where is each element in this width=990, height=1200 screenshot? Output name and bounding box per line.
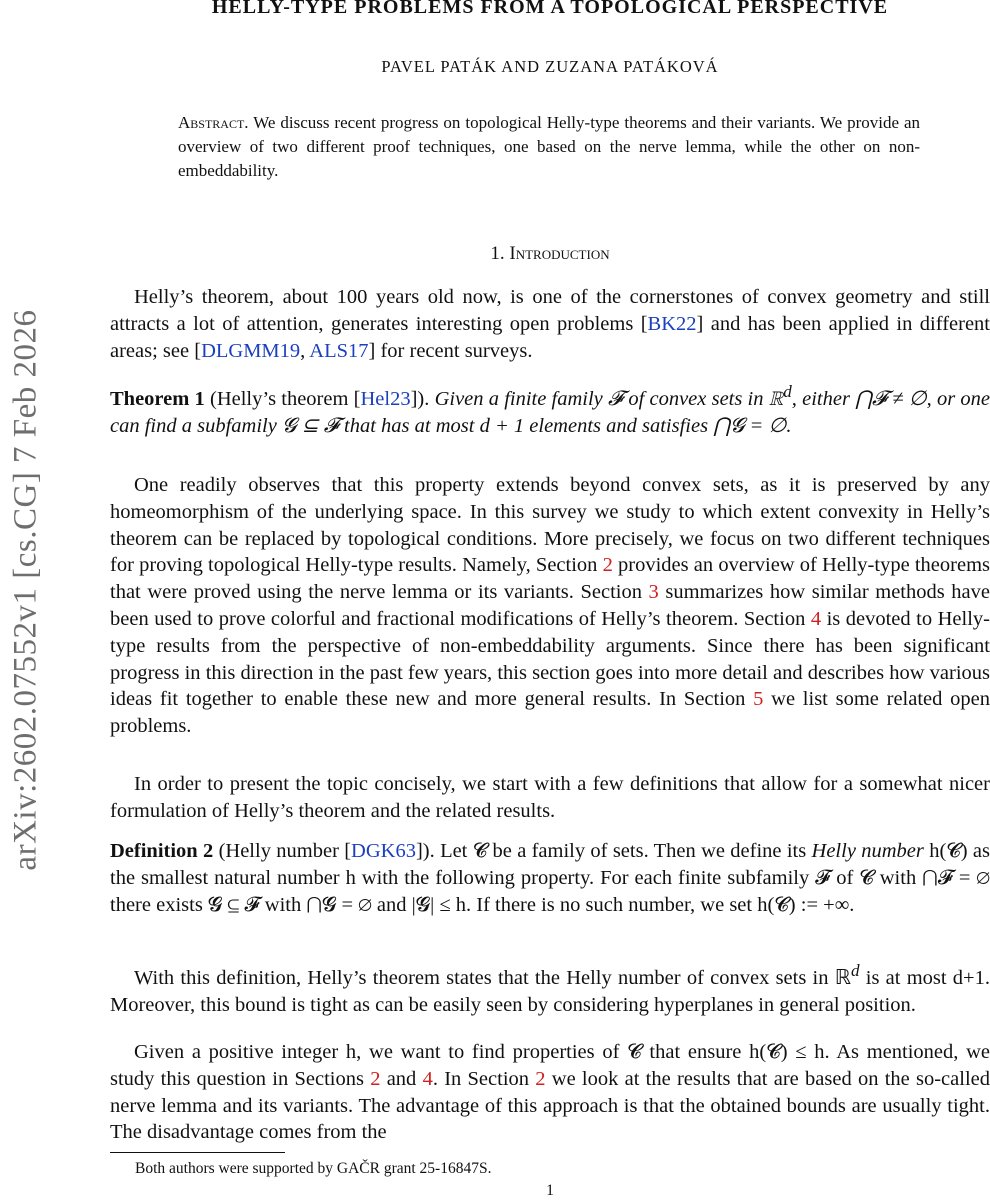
definitions-paragraph: In order to present the topic concisely, we start with a few definitions that allow for a somewhat nicer formulation of Helly’s theorem and the related results.	[110, 773, 990, 822]
citation-link[interactable]: BK22	[647, 312, 697, 335]
abstract-text: We discuss recent progress on topological Helly-type theorems and their variants. We provide an overview of two different proof techniques, one based on the nerve lemma, while the other on non-embeddability.	[178, 113, 920, 180]
definition-2	[110, 838, 990, 918]
citation-link[interactable]: DGK63	[351, 840, 416, 862]
section-link[interactable]: 2	[535, 1067, 546, 1090]
text: (Helly’s theorem [	[204, 387, 361, 410]
abstract-label: Abstract.	[178, 113, 249, 132]
citation-link[interactable]: Hel23	[360, 387, 411, 410]
citation-link[interactable]: DLGMM19	[201, 339, 301, 362]
text: is devoted to Helly-type results from the perspective of non-embeddability arguments. Since there has been significant progress in this direction in the past few years, this section goes into more detail and describes how various ideas fit together to enable these new and more general results. In Section	[110, 607, 990, 711]
arxiv-watermark	[6, 250, 46, 930]
text: and	[380, 1067, 423, 1090]
text: ]). Let 𝓒 be a family of sets. Then we define its	[415, 840, 812, 862]
section-link[interactable]: 4	[422, 1067, 433, 1090]
section-link[interactable]: 3	[648, 581, 659, 604]
text: With this definition, Helly’s theorem states that the Helly number of convex sets in ℝ	[134, 966, 851, 989]
overview-paragraph	[110, 472, 990, 740]
text: h(𝓒) as the smallest natural number h with the following property. For each finite subfamily 𝓕 of 𝓒 with ⋂𝓕 = ∅ there exists 𝓖 ⊆ 𝓕 with ⋂𝓖 = ∅ and |𝓖| ≤ h. If there is no such number, we set h(𝓒) := +∞.	[110, 840, 990, 916]
text: we look at the results that are based on the so-called nerve lemma and its variants. The advantage of this approach is that the obtained bounds are usually tight. The disadvantage comes from the	[110, 1067, 990, 1144]
theorem-statement: , either ⋂𝓕 ≠ ∅, or one can find a subfamily 𝓖 ⊆ 𝓕 that has at most d + 1 elements and satisfies ⋂𝓖 = ∅.	[110, 387, 990, 437]
text: One readily observes that this property extends beyond convex sets, as it is preserved by any homeomorphism of the underlying space. In this survey we study to which extent convexity in Helly’s theorem can be replaced by topological conditions. More precisely, we focus on two different techniques for proving topological Helly-type results. Namely, Section	[110, 474, 990, 577]
superscript: d	[783, 382, 792, 401]
text: Helly’s theorem, about 100 years old now, is one of the cornerstones of convex geometry and still attracts a lot of attention, generates interesting open problems [	[110, 286, 990, 335]
theorem-label: Theorem 1	[110, 387, 205, 410]
emphasis: Helly number	[811, 840, 924, 862]
section-link[interactable]: 2	[370, 1067, 381, 1090]
text: ] for recent surveys.	[368, 339, 533, 362]
helly-number-paragraph	[110, 958, 990, 1018]
section-link[interactable]: 4	[810, 607, 822, 630]
paper-authors: PAVEL PATÁK AND ZUZANA PATÁKOVÁ	[381, 57, 719, 76]
section-heading	[110, 243, 990, 265]
arxiv-id: arXiv:2602.07552v1 [cs.CG] 7 Feb 2026	[7, 309, 44, 871]
citation-link[interactable]: ALS17	[309, 339, 369, 362]
paper-title: HELLY-TYPE PROBLEMS FROM A TOPOLOGICAL PERSPECTIVE	[211, 0, 889, 18]
text: Given a positive integer h, we want to find properties of 𝓒 that ensure h(𝓒) ≤ h. As mentioned, we study this question in Sections	[110, 1041, 990, 1090]
abstract	[178, 111, 920, 183]
text: summarizes how similar methods have been used to prove colorful and fractional modifications of Helly’s theorem. Section	[110, 581, 990, 630]
definition-label: Definition 2	[110, 840, 214, 862]
section-link[interactable]: 2	[602, 554, 613, 577]
intro-paragraph	[110, 284, 990, 364]
text: (Helly number [	[213, 840, 352, 862]
text: provides an overview of Helly-type theorems that were proved using the nerve lemma or its variants. Section	[110, 554, 990, 604]
text: ] and has been applied in different areas; see [	[110, 312, 990, 362]
text: . In Section	[432, 1067, 536, 1090]
text: ,	[300, 339, 310, 362]
section-link[interactable]: 5	[753, 688, 764, 711]
question-paragraph	[110, 1039, 990, 1146]
text: is at most d+1. Moreover, this bound is tight as can be easily seen by considering hyperplanes in general position.	[110, 966, 990, 1016]
footnote: Both authors were supported by GAČR grant 25-16847S.	[135, 1160, 492, 1177]
theorem-1	[110, 379, 990, 439]
theorem-statement: Given a finite family 𝓕 of convex sets in ℝ	[434, 387, 784, 410]
footnote-rule	[110, 1152, 285, 1153]
superscript: d	[850, 961, 860, 980]
text: we list some related open problems.	[110, 688, 990, 738]
text: ]).	[410, 387, 435, 410]
page-number: 1	[546, 1182, 554, 1199]
section-title: 1. Introduction	[490, 243, 610, 264]
